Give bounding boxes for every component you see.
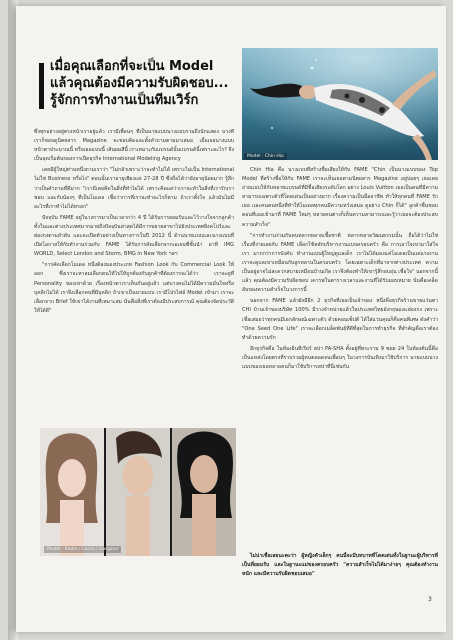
closing-paragraph: ไม่น่าเชื่อเลยนะคะว่า ผู้หญิงตัวเล็กๆ คนนี้จะมีบทบาทที่โดดเด่นทั้งในฐานะผู้บริหารที่เป็นที่ยอมรับ และในฐานะแม่ของครอบครัว "ความสำเร็จไม่ได้มาง่ายๆ คุณต้องทำงานหนัก และมีความรับผิดชอบเสมอ" bbox=[242, 553, 438, 578]
left-paragraph: "การคัดเลือกโมเดล หนึ่งต้องมองประเภท Fashion Look กับ Commercial Look ให้ออก ซึ่งเราจะหาลมเลือกคนให้ไปให้ถูกต้องกับลูกค้าที่ต้องการจะได้ว่า เราจะดูที่ Personality ของเขาด้วย เรื่องหน้าตาเราเห็นกันอยู่แล้ว แต่บางคนไม่ได้มีความมั่นใจหรือบุคลิกไม่ได้ เราจึงเลือกคนที่มีบุคลิก ถ้าเขาเป็นนายแบบ เรามีโปรไฟล์ Model เข้ามา เราจะเลือกจาก Brief ให้เขาได้งานที่เหมาะสม นั่นคือสิ่งที่เราต้องมีประสบการณ์ คุณต้องจัดประวัติให้ได้ดี" bbox=[34, 262, 234, 314]
right-paragraph: นอกจาก FAME แล้วยังมีอีก 2 ธุรกิจที่เธอเป็นเจ้าของ หนึ่งคือธุรกิจร้านขายแว่นตา CHI บ้านเจ้าของบริษัท 100% มีวางจำหน่ายแล้วในประเทศไทยอังกฤษและฮ่องกง เพราะเชื่อเสมอว่าทุกคนมีเอกลักษณ์เฉพาะตัว ด้วยคอนเซ็ปต์ ได้ใส่แว่นคุณก็คือคนพิเศษ ดังคำว่า "One Seed One Life" เราจะเลือกเมล็ดพันธุ์ที่ดีที่สุดในการทำธุรกิจ ที่สำคัญคือเราต้องทำด้วยความรัก bbox=[242, 298, 438, 341]
headline bbox=[50, 58, 240, 109]
headline-accent-bar bbox=[39, 63, 44, 109]
right-paragraph: "การทำงานร่วมกับคนหลากหลายเชื้อชาติ หลากหลายวัฒนธรรมนั้น ถือได้ว่าไม่ใช่เรื่องที่ง่ายเลยกับ FAME เลือกใช้หลักบริหารงานแบบครอบครัว คือ การเอาใจเขามาใส่ใจเรา มากกว่าการบังคับ ทำงานแบบผู้ใหญ่ดูแลเด็ก เราไม่ได้มองแค่โมเดลเป็นแค่แรงงาน เราจะดูแลเขาเหมือนกับลูกหลานในครอบครัว โดยเฉพาะเด็กที่มาจากต่างประเทศ ความเป็นอยู่อาจไม่สะดวกสบายเหมือนบ้านเกิด เราจึงต้องทำให้เขารู้สึกอบอุ่น เชื่อใจ" นอกจากนี้แล้ว คุณต้องมีความรับผิดชอบ เคารพในตารางเวลาและงานที่ได้รับมอบหมาย นั่นคือเคล็ดลับของความสำเร็จในวงการนี้ bbox=[242, 232, 438, 294]
left-paragraph: ปัจจุบัน FAME อยู่ในวงการมาเป็นเวลากว่า 4 ปี ได้รับการยอมรับและไว้วางใจจากลูกค้าทั้งในและต่างประเทศมากมายถึงปัจจุบันล่าสุดได้มีการขยายสาขาไปยังประเทศสิงคโปร์และฮ่องกงตามลำดับ และจะเปิดตัวอย่างเป็นทางการในปี 2012 นี้ ด้านนายแบบและนางแบบที่เปิดโอกาสให้กับทำงานร่วมกับ FAME ได้รับการคัดเลือกจากเอเจนซี่ชั้นนำ อาทิ IMG WORLD, Select London and Storm, BMG in New York ฯลฯ bbox=[34, 214, 234, 258]
left-column bbox=[34, 128, 234, 428]
bottom-photo-caption: Model : Kadin / Laszo / Gargana bbox=[44, 546, 121, 553]
top-photo bbox=[242, 48, 438, 160]
underwater-model-image bbox=[242, 48, 438, 160]
top-photo-caption: Model : Chin Hia bbox=[244, 153, 287, 160]
left-paragraph: เคยมีผู้ใหญ่ท่านหนึ่งถามเราว่า "ไม่กลัวเพราะว่าจะทำไม่ได้ เพราะไม่เป็น International ไม่ใช่ Business หรือไง" ตอนนั้นเราอายุเพียงแค่ 27-28 ปี ซึ่งถือได้ว่ายังอายุน้อยมาก รู้สึกว่าเป็นคำถามที่ดีมาก "เรามีเคยคิดในสิ่งที่ทำไม่ได้ เพราะคิดแค่ว่าเราจะทำในสิ่งที่เรารักเราชอบ และกับน้องๆ ที่เป็นโมเดล เชื่อว่าการที่เราจะทำอะไรก็ตาม ถ้าเราตั้งใจ แล้วมันไม่มีอะไรที่เราทำไม่ได้หรอก" bbox=[34, 167, 234, 210]
right-paragraph: Chin Hia คือ นางแบบที่สร้างชื่อเสียงให้กับ FAME "Chin เป็นนางแบบของ Top Model ที่สร้างชื่อให้กับ FAME เราจะเห็นเธอตามนิตยสาร Magazine อยู่บ่อยๆ เธอเคยถ่ายแบบให้กับหลายแบรนด์ที่มีชื่อเสียงระดับโลก อย่าง Louis Vuitton เธอเป็นคนที่มีความสามารถเฉพาะตัวที่โดดเด่นเป็นอย่างมาก เรื่องความเป็นมืออาชีพ ทำให้ทุกคนที่ FAME รักเธอ และคนคนหนึ่งที่ทำให้โมเดลทุกคนมีความหวังเสมอ ดูอย่าง Chin ก็ได้" ลูกค้าชื่นชอบ ตอนที่เธอเข้ามาที่ FAME ใหม่ๆ หลายคนต่างก็เห็นความสามารถและรู้ว่าเธอจะต้องประสบความสำเร็จ" bbox=[242, 167, 438, 228]
right-column bbox=[242, 166, 438, 590]
closing-paragraph-block bbox=[242, 552, 438, 602]
right-paragraph: อีกธุรกิจคือ ในห้องอินทีเรียร์ สปา PA-SHA ตั้งอยู่ที่พระราม 9 ซอย 24 ในห้องต้นนี้คือเป็นแหล่งโดยตรงที่รวบรวมผู้คนตลอดจนเพื่อนๆ ในวงการบันเทิงมาใช้บริการ นายแบบนางแบบของเธอหลายคนก็มาใช้บริการสปาที่นี่เช่นกัน bbox=[242, 345, 438, 370]
page-number: 3 bbox=[428, 596, 432, 603]
bottom-photo bbox=[40, 428, 236, 556]
headline-line-1: เมื่อคุณเลือกที่จะเป็น Model bbox=[50, 59, 214, 74]
headline-line-2: แล้วคุณต้องมีความรับผิดชอบ... bbox=[50, 76, 229, 91]
three-models-image bbox=[40, 428, 236, 556]
headline-line-3: รู้จักการทำงานเป็นทีมเวิร์ก bbox=[50, 93, 199, 108]
left-paragraph: ซึ่งทุกอย่างอยู่ตรงหน้าเราอยู่แล้ว เรามีเพื่อนๆ ที่เป็นนายแบบนางแบบรวมถึงนักแสดง บางทีเราก็ชอบดูนิตยสาร Magazine จะชอบคิดและตั้งคำถามตามมาเสมอ เมื่อเจอนางแบบหน้าตาประมาณนี้ หรือเธอแบบนี้ เส้นผมสีนี้ เราเหมาะกับแบรนด์นั้นแบรนด์นี้เพราะอะไร? จึงเป็นจุดเริ่มต้นของการเปิดธุรกิจ International Modeling Agency bbox=[34, 129, 234, 163]
